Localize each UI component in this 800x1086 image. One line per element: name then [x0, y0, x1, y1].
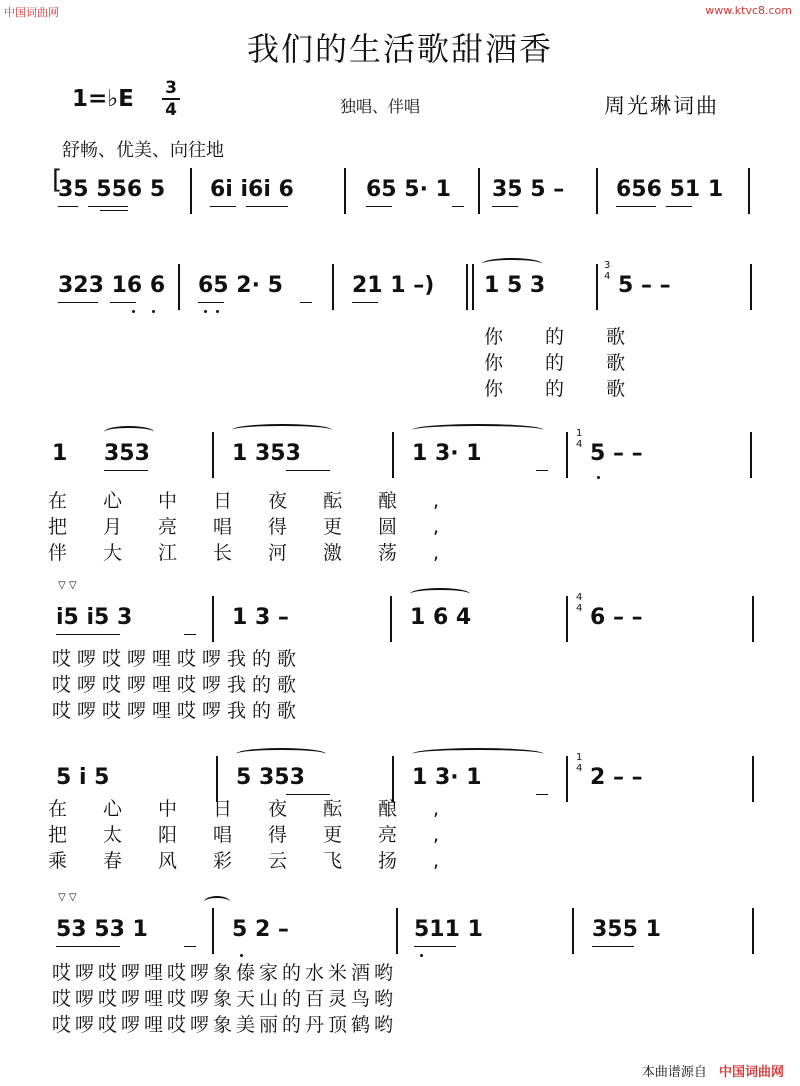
notes: 1 353 [232, 441, 301, 466]
barline [178, 264, 180, 310]
time-change: 3 4 [604, 260, 611, 282]
barline [752, 908, 754, 954]
watermark-left: 中国词曲网 [4, 6, 59, 19]
notes: 353 [104, 441, 150, 466]
notes: 1 5 3 [484, 273, 546, 298]
time-signature [160, 78, 182, 120]
lyric-line: 在心中日夜酝酿, [48, 798, 476, 820]
lyric-line: 哎啰哎啰哩哎啰我的歌 [52, 700, 303, 722]
notes: 65 5· 1 [366, 177, 451, 202]
notes: 1 [52, 441, 68, 466]
slur [412, 424, 544, 436]
barline [750, 264, 752, 310]
lyric-line: 乘春风彩云飞扬, [48, 850, 476, 872]
barline [566, 596, 568, 642]
notes: 5 – – [590, 441, 643, 466]
notes: 65 2· 5 [198, 273, 283, 298]
notes: 355 1 [592, 917, 661, 942]
barline [566, 432, 568, 478]
notes: 1 3· 1 [412, 765, 482, 790]
barline [572, 908, 574, 954]
tempo-marking: 舒畅、优美、向往地 [62, 140, 224, 161]
footer-site: 中国词曲网 [718, 1065, 784, 1080]
lyric-line: 哎啰哎啰哩哎啰我的歌 [52, 648, 303, 670]
time-change: 1 4 [576, 428, 583, 450]
footer-source: 本曲谱源自 [641, 1065, 707, 1080]
barline [212, 908, 214, 954]
lyric-line: 你 的 歌 [484, 352, 644, 374]
key-signature: 1=♭E [72, 86, 134, 112]
credits: 周光琳词曲 [604, 94, 719, 118]
notes: 511 1 [414, 917, 483, 942]
lyric-line: 伴大江长河激荡, [48, 542, 476, 564]
notes: 5 – – [618, 273, 671, 298]
lyric-line: 你 的 歌 [484, 326, 644, 348]
slur [104, 426, 154, 438]
barline [212, 596, 214, 642]
lyric-line: 哎啰哎啰哩哎啰象傣家的水米酒哟 [52, 962, 398, 984]
lyric-line: 把月亮唱得更圆, [48, 516, 476, 538]
barline [566, 756, 568, 802]
notes: 1 6 4 [410, 605, 472, 630]
notes: 5 353 [236, 765, 305, 790]
barline [752, 756, 754, 802]
barline [596, 264, 598, 310]
barline [596, 168, 598, 214]
barline [472, 264, 474, 310]
slur [482, 258, 542, 270]
lyric-line: 在心中日夜酝酿, [48, 490, 476, 512]
notes: i5 i5 3 [56, 605, 133, 630]
notes: 5 2 – [232, 917, 289, 942]
notes: 1 3 – [232, 605, 289, 630]
time-change: 4 4 [576, 592, 583, 614]
watermark-right: www.ktvc8.com [705, 4, 792, 17]
barline [392, 432, 394, 478]
slur [204, 896, 230, 908]
barline [478, 168, 480, 214]
barline [212, 432, 214, 478]
notes: 6i i6i 6 [210, 177, 294, 202]
notes: 35 556 5 [58, 177, 166, 202]
lyric-line: 哎啰哎啰哩哎啰象美丽的丹顶鹤哟 [52, 1014, 398, 1036]
slur [412, 748, 544, 760]
lyric-line: 你 的 歌 [484, 378, 644, 400]
time-sig-top: 3 [165, 78, 177, 98]
lyric-line: 哎啰哎啰哩哎啰我的歌 [52, 674, 303, 696]
slur [236, 748, 326, 760]
notes: 21 1 –) [352, 273, 435, 298]
staff-row-4: ▽ ▽ i5 i5 3 1 3 – 1 6 4 4 4 6 – – [0, 604, 800, 666]
barline [332, 264, 334, 310]
notes: 323 16 6 [58, 273, 166, 298]
performance-type: 独唱、伴唱 [340, 97, 421, 116]
barline [750, 432, 752, 478]
barline [390, 596, 392, 642]
notes: 53 53 1 [56, 917, 148, 942]
barline [396, 908, 398, 954]
barline [466, 264, 468, 310]
staff-row-6: ▽ ▽ 53 53 1 5 2 – 511 1 355 1 [0, 916, 800, 978]
notes: 5 i 5 [56, 765, 110, 790]
notes: 35 5 – [492, 177, 565, 202]
barline [344, 168, 346, 214]
footer [642, 1061, 784, 1080]
lyric-line: 哎啰哎啰哩哎啰象天山的百灵鸟哟 [52, 988, 398, 1010]
barline [752, 596, 754, 642]
barline [748, 168, 750, 214]
time-sig-bottom: 4 [165, 100, 177, 120]
song-title: 我们的生活歌甜酒香 [246, 30, 553, 68]
staff-row-1: [ 35 556 5 6i i6i 6 65 5· 1 35 5 – 656 51 1 [0, 176, 800, 238]
notes: 656 51 1 [616, 177, 724, 202]
notes: 1 3· 1 [412, 441, 482, 466]
staff-row-2 [0, 260, 800, 334]
lyric-line: 把太阳唱得更亮, [48, 824, 476, 846]
time-change: 1 4 [576, 752, 583, 774]
slur [410, 588, 470, 600]
slur [232, 424, 332, 436]
notes: 6 – – [590, 605, 643, 630]
barline [190, 168, 192, 214]
notes: 2 – – [590, 765, 643, 790]
